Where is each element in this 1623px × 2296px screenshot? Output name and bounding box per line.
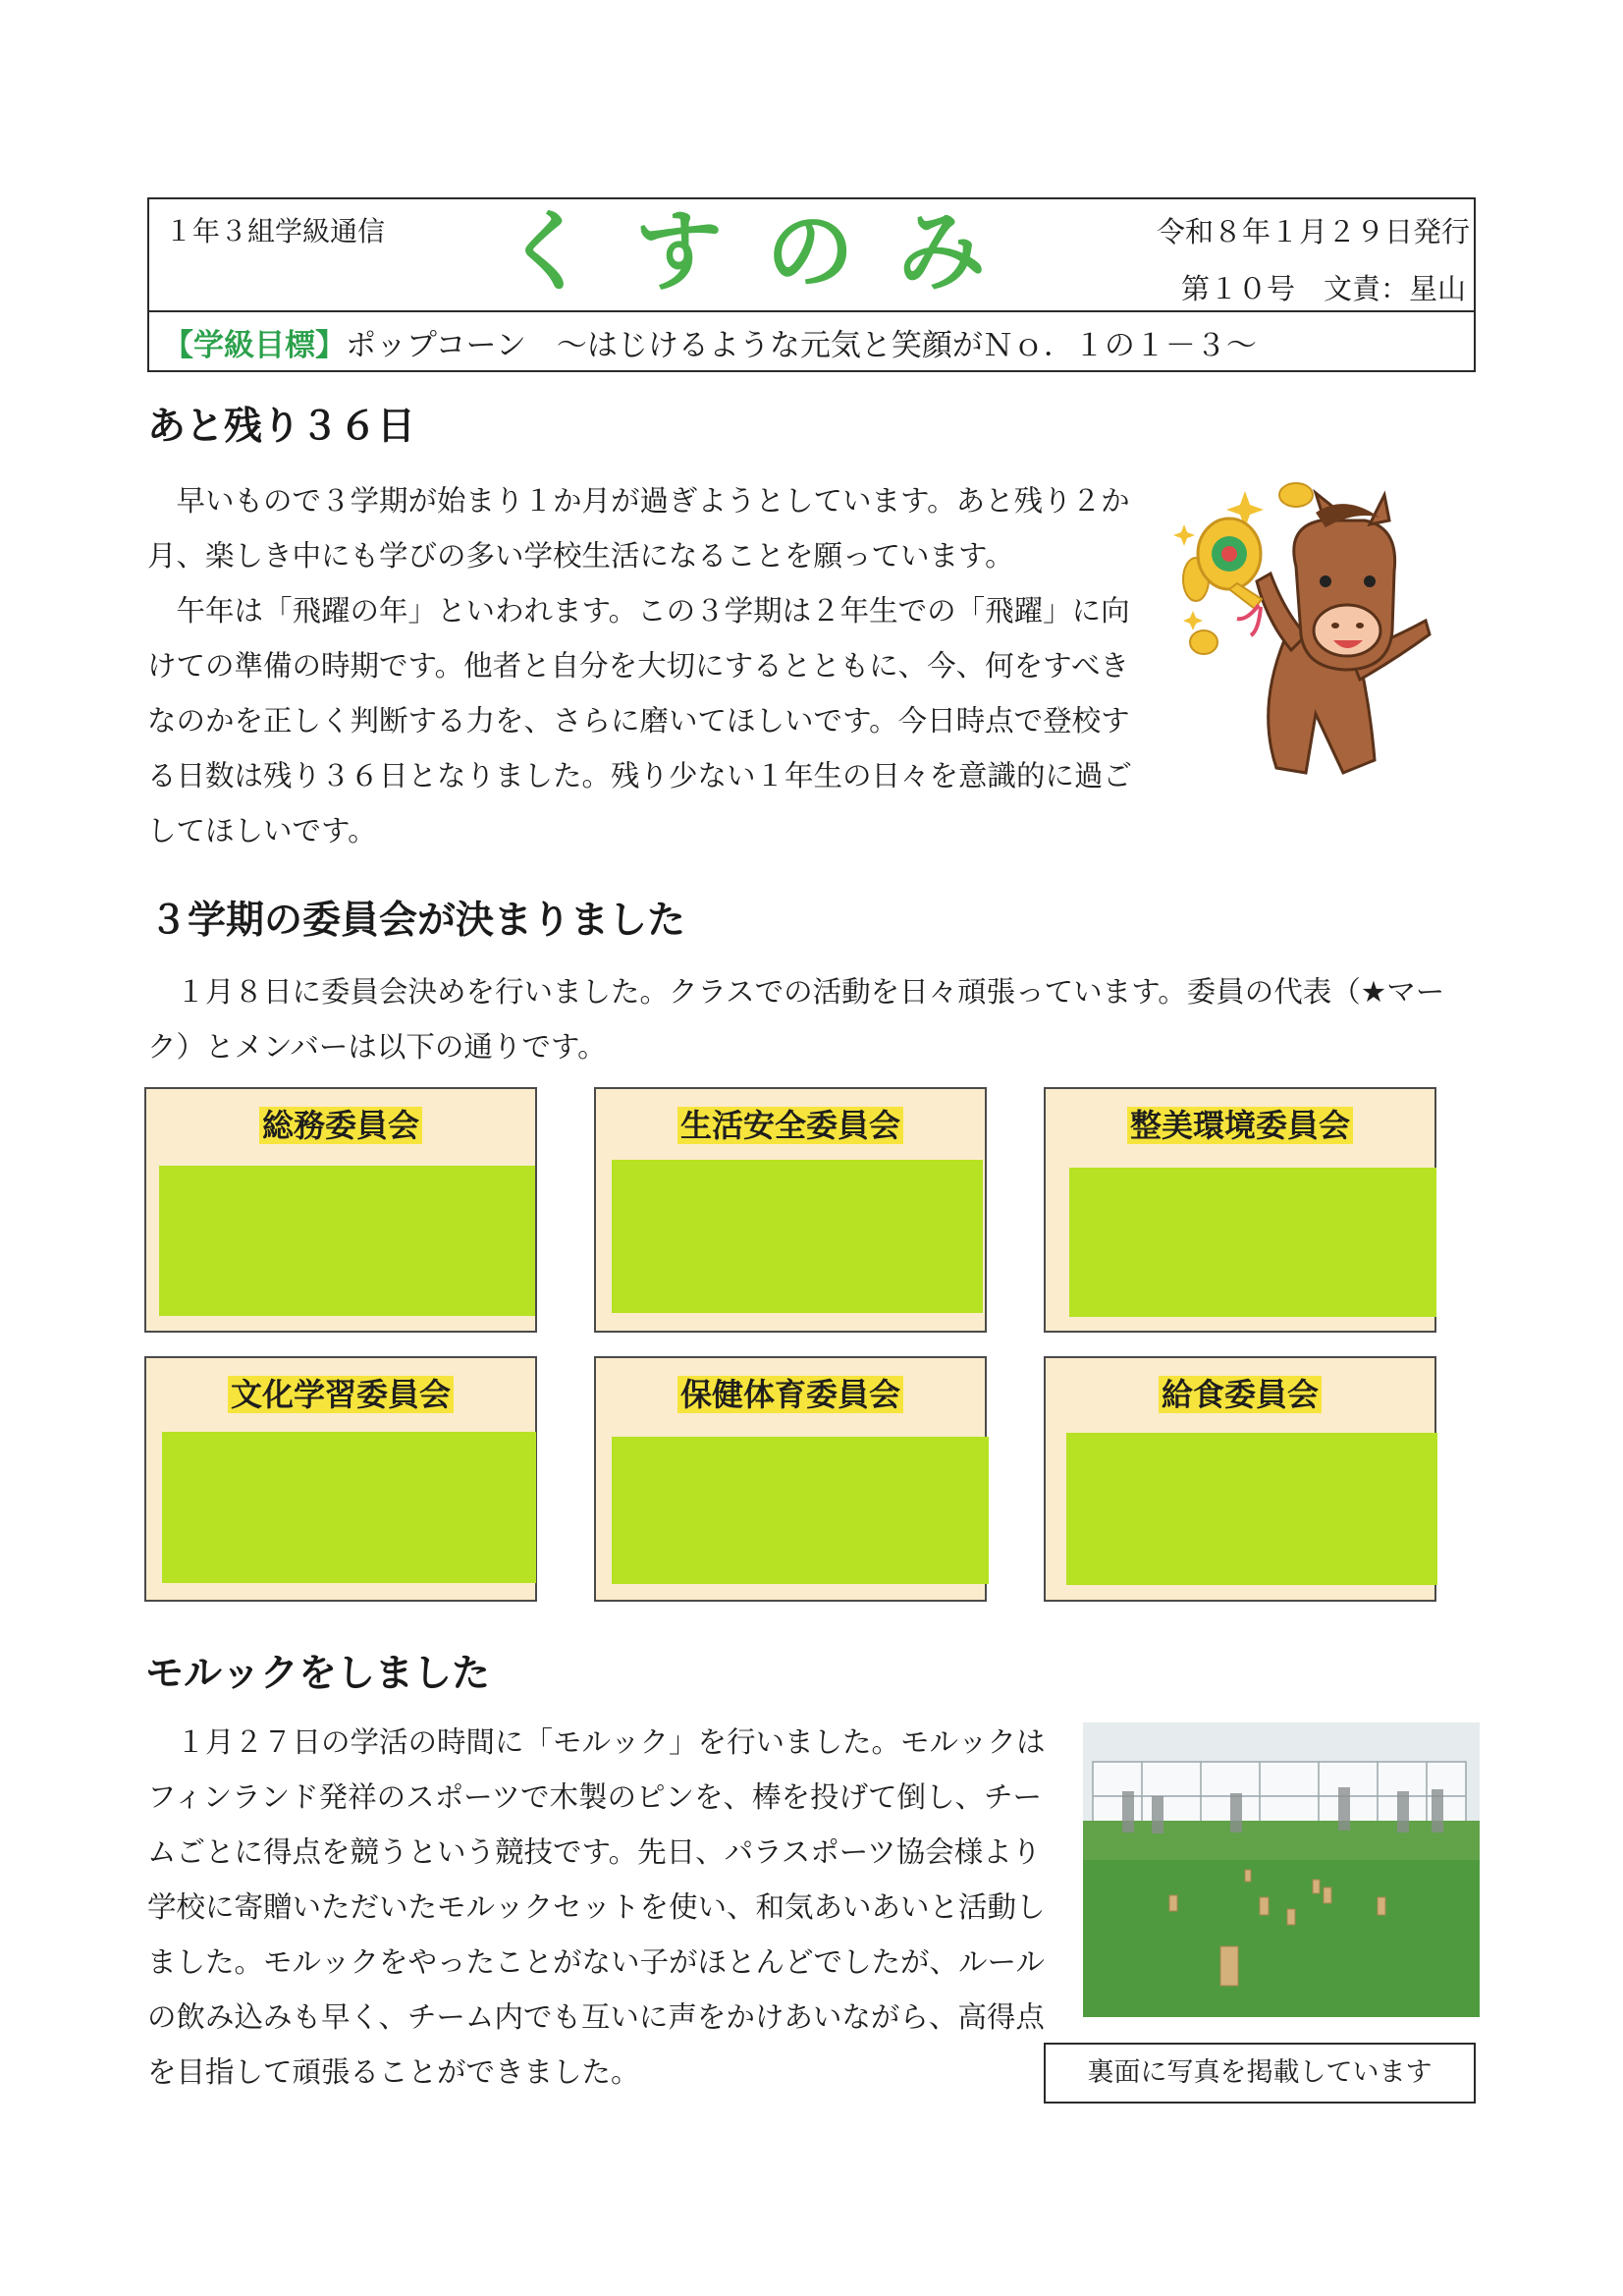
committee-box bbox=[144, 1087, 537, 1333]
redacted-member-list bbox=[162, 1432, 536, 1583]
redacted-member-list bbox=[612, 1437, 989, 1584]
committee-box bbox=[594, 1356, 987, 1602]
horse-illustration bbox=[1168, 473, 1434, 797]
section3-heading: モルックをしました bbox=[145, 1652, 491, 1696]
redacted-member-list bbox=[1066, 1433, 1437, 1585]
issue-number: 第１０号 文責：星山 bbox=[1180, 272, 1466, 305]
committee-box bbox=[144, 1356, 537, 1602]
committee-title: 総務委員会 bbox=[146, 1101, 535, 1146]
issue-date: 令和８年１月２９日発行 bbox=[1156, 215, 1470, 248]
masthead-divider bbox=[147, 310, 1476, 312]
redacted-member-list bbox=[612, 1160, 983, 1313]
committee-box bbox=[594, 1087, 987, 1333]
redacted-member-list bbox=[1069, 1168, 1436, 1317]
redacted-member-list bbox=[159, 1166, 535, 1316]
committee-title: 文化学習委員会 bbox=[146, 1370, 535, 1415]
committee-title: 給食委員会 bbox=[1046, 1370, 1434, 1415]
section1-heading: あと残り３６日 bbox=[147, 405, 416, 449]
committee-box bbox=[1044, 1356, 1436, 1602]
class-goal-text: ポップコーン ～はじけるような元気と笑顔がＮｏ．１の１－３～ bbox=[346, 328, 1257, 363]
newsletter-title: くすのみ bbox=[503, 200, 1029, 303]
section1-paragraph-2: 午年は「飛躍の年」といわれます。この３学期は２年生での「飛躍」に向けての準備の時期です。他者と自分を大切にするとともに、今、何をすべきなのかを正しく判断する力を、さらに磨いてほしいです。今日時点で登校する日数は残り３６日となりました。残り少ない１年生の日々を意識的に過ごしてほしいです。 bbox=[147, 594, 1133, 847]
class-goal bbox=[163, 320, 1257, 364]
section3-paragraph: １月２７日の学活の時間に「モルック」を行いました。モルックはフィンランド発祥のスポーツで木製のピンを、棒を投げて倒し、チームごとに得点を競うという競技です。先日、パラスポーツ協会様より学校に寄贈いただいたモルックセットを使い、和気あいあいと活動しました。モルックをやったことがない子がほとんどでしたが、ルールの飲み込みも早く、チーム内でも互いに声をかけあいながら、高得点を目指して頑張ることができました。 bbox=[147, 1725, 1046, 2089]
committee-box bbox=[1044, 1087, 1436, 1333]
class-label: １年３組学級通信 bbox=[165, 215, 386, 247]
committee-title: 整美環境委員会 bbox=[1046, 1101, 1434, 1146]
section2-heading: ３学期の委員会が決まりました bbox=[149, 899, 686, 943]
molkky-photo bbox=[1083, 1722, 1480, 2017]
class-goal-tag: 【学級目標】 bbox=[163, 328, 346, 363]
photo-caption: 裏面に写真を掲載しています bbox=[1044, 2043, 1476, 2104]
committee-title: 生活安全委員会 bbox=[596, 1101, 985, 1146]
section2-paragraph: １月８日に委員会決めを行いました。クラスでの活動を日々頑張っています。委員の代表（★マーク）とメンバーは以下の通りです。 bbox=[147, 975, 1445, 1064]
section1-body bbox=[147, 473, 1154, 858]
section1-paragraph-1: 早いもので３学期が始まり１か月が過ぎようとしています。あと残り２か月、楽しき中にも学びの多い学校生活になることを願っています。 bbox=[147, 484, 1130, 573]
committee-title: 保健体育委員会 bbox=[596, 1370, 985, 1415]
